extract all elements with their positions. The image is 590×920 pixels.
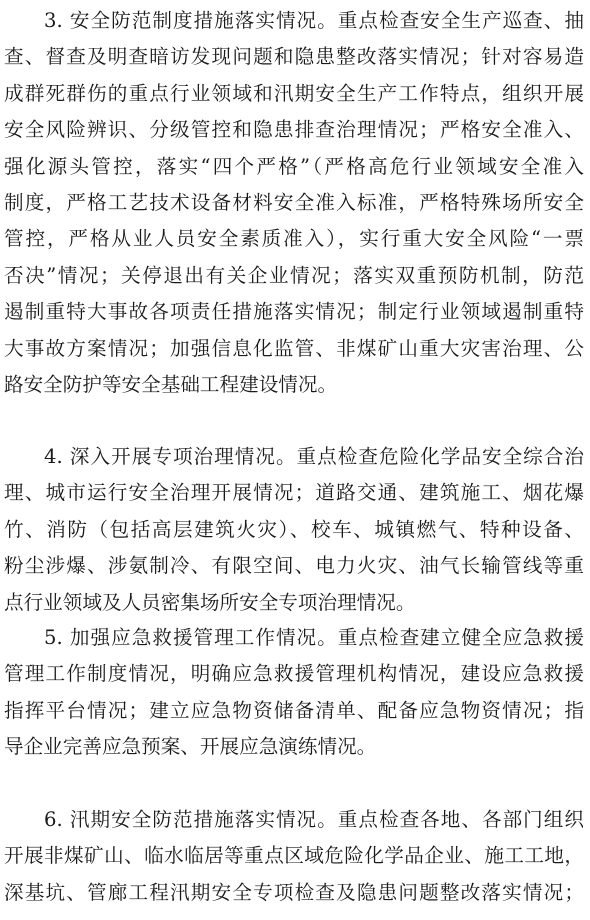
paragraph-safety-prevention-measures <box>4 3 584 403</box>
paragraph-line: 导企业完善应急预案、开展应急演练情况。 <box>4 735 377 759</box>
paragraph-line: 安全风险辨识、分级管控和隐患排查治理情况；严格安全准入、 <box>4 118 584 142</box>
paragraph-line: 大事故方案情况；加强信息化监管、非煤矿山重大灾害治理、公 <box>4 336 584 360</box>
paragraph-line: 粉尘涉爆、涉氨制冷、有限空间、电力火灾、油气长输管线等重 <box>4 554 584 578</box>
paragraph-line: 强化源头管控，落实“四个严格”（严格高危行业领域安全准入 <box>4 154 584 178</box>
paragraph-line: 否决”情况；关停退出有关企业情况；落实双重预防机制，防范 <box>4 263 584 287</box>
paragraph-line: 路安全防护等安全基础工程建设情况。 <box>4 372 338 396</box>
paragraph-line: 遏制重特大事故各项责任措施落实情况；制定行业领域遏制重特 <box>4 300 584 324</box>
paragraph-line: 竹、消防（包括高层建筑火灾）、校车、城镇燃气、特种设备、 <box>4 517 584 541</box>
paragraph-line: 5. 加强应急救援管理工作情况。重点检查建立健全应急救援 <box>44 626 584 649</box>
paragraph-line: 深基坑、管廊工程汛期安全专项检查及隐患问题整改落实情况； <box>4 880 584 904</box>
paragraph-line: 6. 汛期安全防范措施落实情况。重点检查各地、各部门组织 <box>44 808 584 831</box>
paragraph-line: 管理工作制度情况，明确应急救援管理机构情况，建设应急救援 <box>4 662 584 686</box>
paragraph-line: 成群死群伤的重点行业领域和汛期安全生产工作特点，组织开展 <box>4 81 584 105</box>
paragraph-line: 3. 安全防范制度措施落实情况。重点检查安全生产巡查、抽 <box>44 9 584 32</box>
paragraph-line: 制度，严格工艺技术设备材料安全准入标准，严格特殊场所安全 <box>4 190 584 214</box>
paragraph-line: 理、城市运行安全治理开展情况；道路交通、建筑施工、烟花爆 <box>4 481 584 505</box>
paragraph-line: 查、督查及明查暗访发现问题和隐患整改落实情况；针对容易造 <box>4 45 584 69</box>
paragraph-line: 指挥平台情况；建立应急物资储备清单、配备应急物资情况；指 <box>4 698 584 722</box>
paragraph-emergency-rescue <box>4 620 584 766</box>
paragraph-line: 开展非煤矿山、临水临居等重点区域危险化学品企业、施工工地， <box>4 844 584 868</box>
paragraph-line: 管控，严格从业人员安全素质准入），实行重大安全风险“一票 <box>4 227 584 251</box>
paragraph-special-governance <box>4 439 584 621</box>
paragraph-line: 4. 深入开展专项治理情况。重点检查危险化学品安全综合治 <box>44 445 584 468</box>
paragraph-flood-season-safety <box>4 802 584 911</box>
paragraph-line: 点行业领域及人员密集场所安全专项治理情况。 <box>4 590 416 614</box>
